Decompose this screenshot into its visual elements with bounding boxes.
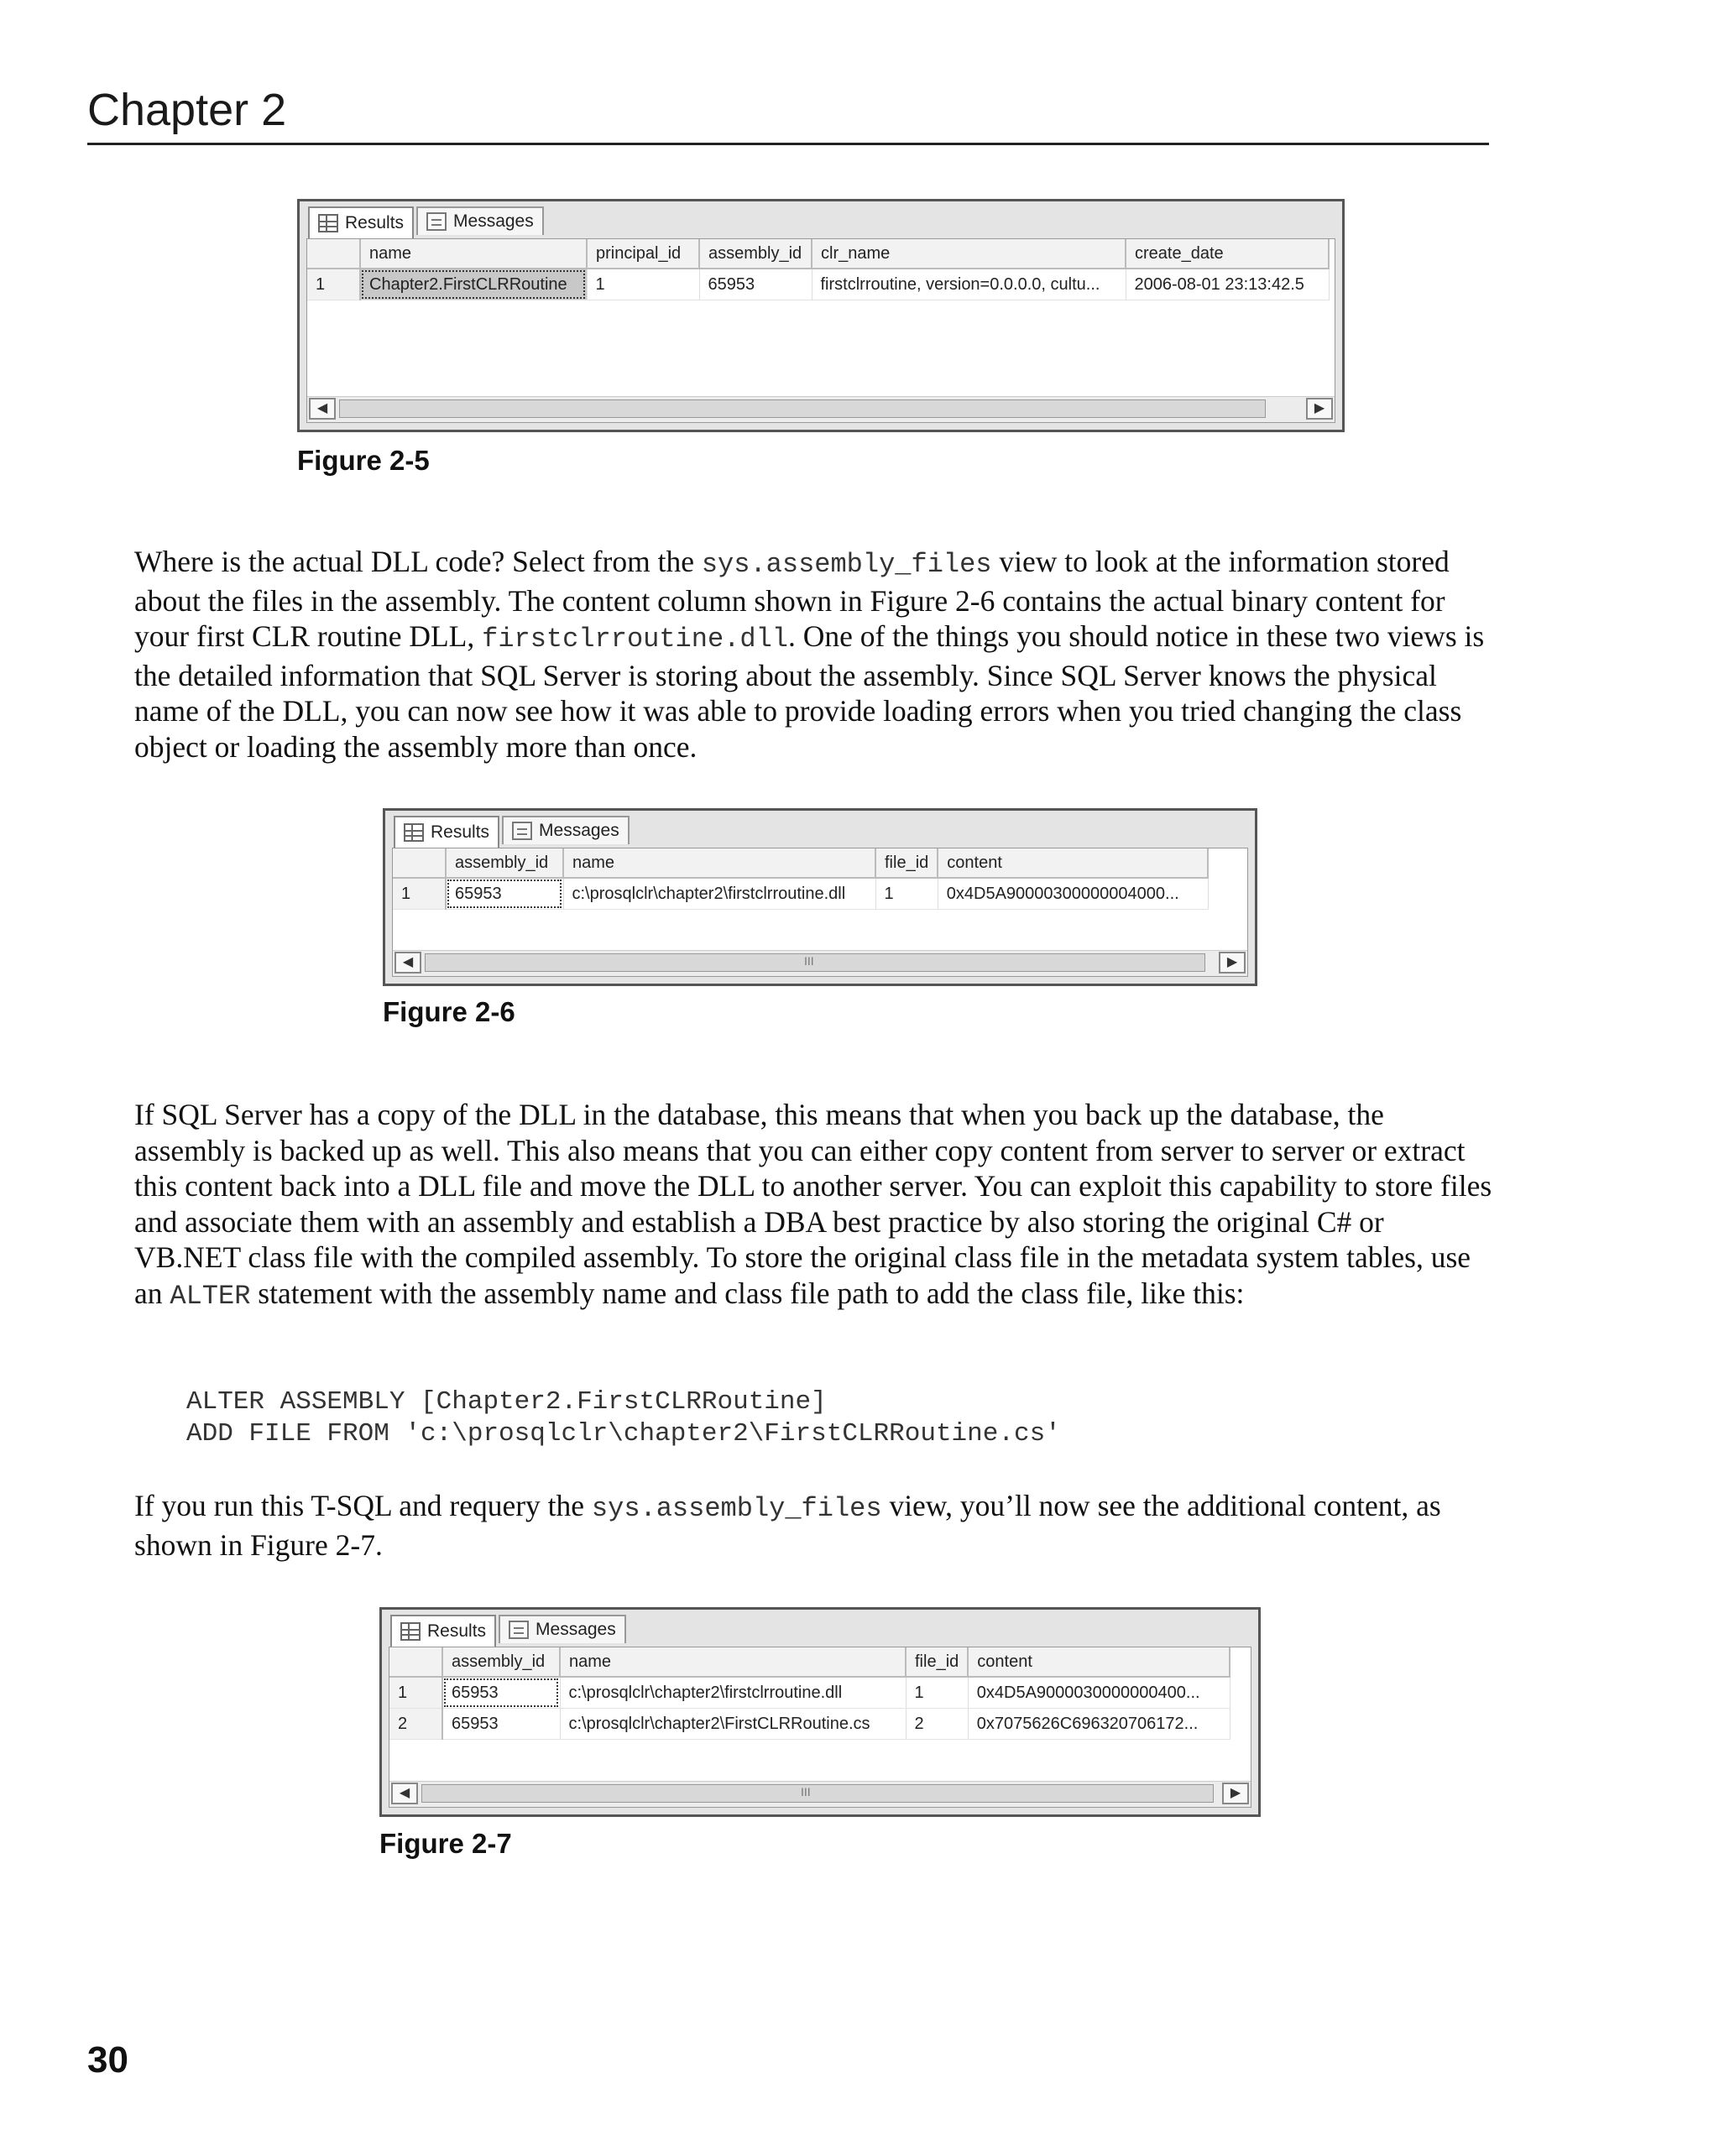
cell-clr-name[interactable]: firstclrroutine, version=0.0.0.0, cultu... — [812, 269, 1126, 300]
cell-content[interactable]: 0x4D5A9000030000000400... — [968, 1677, 1230, 1709]
paragraph-3-text-b: view, you’ll now see the additional content, as shown in Figure 2-7. — [134, 1489, 1441, 1562]
result-tabs — [308, 206, 546, 238]
column-header-assembly-id[interactable]: assembly_id — [699, 239, 812, 269]
cell-principal-id[interactable]: 1 — [587, 269, 699, 300]
tab-messages-label: Messages — [453, 211, 534, 231]
horizontal-scrollbar[interactable] — [393, 950, 1247, 976]
column-header-assembly-id[interactable]: assembly_id — [446, 848, 563, 878]
column-header-file-id[interactable]: file_id — [906, 1647, 968, 1677]
paragraph-3-text-a: If you run this T-SQL and requery the — [134, 1489, 592, 1522]
results-grid-figure-2-5 — [297, 199, 1345, 432]
code-block — [186, 1386, 1061, 1450]
paragraph-1-text-b: view to look at the information stored about the files in the assembly. The content column shown in Figure 2-6 contains the actual binary content for your first CLR routine DLL, — [134, 545, 1450, 654]
code-line-2: ADD FILE FROM 'c:\prosqlclr\chapter2\FirstCLRRoutine.cs' — [186, 1419, 1061, 1449]
row-number: 1 — [307, 269, 360, 300]
messages-icon — [512, 822, 532, 840]
scroll-grip: III — [804, 954, 814, 968]
column-header-file-id[interactable]: file_id — [875, 848, 938, 878]
column-header-rownum — [307, 239, 360, 269]
scroll-grip: III — [801, 1785, 811, 1798]
results-grid-figure-2-6 — [383, 808, 1257, 986]
cell-file-id[interactable]: 1 — [906, 1677, 968, 1709]
horizontal-scrollbar[interactable] — [389, 1781, 1251, 1807]
column-header-rownum — [389, 1647, 442, 1677]
result-tabs — [394, 816, 632, 848]
scroll-left-button[interactable]: ◀ — [309, 398, 336, 420]
paragraph-3 — [134, 1488, 1494, 1563]
cell-name[interactable]: c:\prosqlclr\chapter2\firstclrroutine.dll — [563, 878, 875, 910]
column-header-rownum — [393, 848, 446, 878]
scroll-thumb[interactable] — [421, 1784, 1214, 1803]
tab-results-label: Results — [431, 822, 490, 842]
figure-2-7-caption: Figure 2-7 — [379, 1828, 512, 1859]
tab-results[interactable] — [394, 816, 499, 848]
result-tabs — [390, 1615, 629, 1647]
page-number: 30 — [87, 2039, 128, 2080]
header-row — [307, 239, 1329, 269]
grid-icon — [400, 1622, 421, 1641]
cell-create-date[interactable]: 2006-08-01 23:13:42.5 — [1126, 269, 1329, 300]
results-table — [393, 848, 1209, 910]
tab-results-label: Results — [345, 213, 405, 232]
cell-name[interactable]: c:\prosqlclr\chapter2\FirstCLRRoutine.cs — [560, 1709, 906, 1740]
cell-assembly-id[interactable]: 65953 — [446, 878, 563, 910]
table-row[interactable] — [389, 1709, 1230, 1740]
tab-results[interactable] — [308, 206, 414, 238]
column-header-clr-name[interactable]: clr_name — [812, 239, 1126, 269]
cell-assembly-id[interactable]: 65953 — [442, 1677, 560, 1709]
paragraph-2-text-a: If SQL Server has a copy of the DLL in the database, this means that when you back up the database, the assembly is backed up as well. This also means that you can either copy content from server to server or extract this content back into a DLL file and move the DLL to another server. You can exploit this capability to store files and associate them with an assembly and establish a DBA best practice by also storing the original C# or VB.NET class file with the compiled assembly. To store the original class file in the metadata system tables, use an — [134, 1098, 1492, 1310]
paragraph-2-text-b: statement with the assembly name and class file path to add the class file, like this: — [250, 1276, 1245, 1310]
heading-rule — [87, 143, 1489, 145]
table-row[interactable] — [389, 1677, 1230, 1709]
chapter-heading: Chapter 2 — [87, 85, 287, 135]
row-number: 1 — [389, 1677, 442, 1709]
tab-messages[interactable] — [502, 816, 630, 844]
column-header-principal-id[interactable]: principal_id — [587, 239, 699, 269]
results-table — [389, 1647, 1230, 1740]
inline-code-alter: ALTER — [170, 1280, 251, 1312]
column-header-create-date[interactable]: create_date — [1126, 239, 1329, 269]
results-pane — [392, 848, 1248, 977]
cell-content[interactable]: 0x4D5A90000300000004000... — [938, 878, 1208, 910]
cell-file-id[interactable]: 2 — [906, 1709, 968, 1740]
inline-code-dll-name: firstclrroutine.dll — [482, 624, 788, 655]
messages-icon — [426, 212, 447, 231]
results-pane — [306, 238, 1335, 423]
paragraph-2 — [134, 1097, 1494, 1315]
tab-results-label: Results — [427, 1621, 487, 1641]
column-header-content[interactable]: content — [968, 1647, 1230, 1677]
scroll-right-button[interactable]: ▶ — [1222, 1783, 1249, 1804]
header-row — [389, 1647, 1230, 1677]
tab-messages[interactable] — [499, 1615, 626, 1643]
column-header-assembly-id[interactable]: assembly_id — [442, 1647, 560, 1677]
scroll-thumb[interactable] — [425, 953, 1205, 972]
messages-icon — [509, 1621, 529, 1639]
results-grid-figure-2-7 — [379, 1607, 1261, 1817]
results-table — [307, 239, 1330, 300]
scroll-thumb[interactable] — [339, 399, 1266, 418]
grid-icon — [318, 214, 338, 232]
scroll-left-button[interactable]: ◀ — [391, 1783, 418, 1804]
column-header-name[interactable]: name — [360, 239, 587, 269]
cell-name[interactable]: Chapter2.FirstCLRRoutine — [360, 269, 587, 300]
paragraph-1-text-c: . One of the things you should notice in these two views is the detailed information that SQL Server is storing about the assembly. Since SQL Server knows the physical name of the DLL, you can now see how it was able to provide loading errors when you tried changing the class object or loading the assembly more than once. — [134, 619, 1485, 764]
cell-file-id[interactable]: 1 — [875, 878, 938, 910]
column-header-content[interactable]: content — [938, 848, 1208, 878]
inline-code-sys-assembly-files: sys.assembly_files — [591, 1493, 882, 1524]
grid-icon — [404, 823, 424, 842]
column-header-name[interactable]: name — [563, 848, 875, 878]
paragraph-1 — [134, 544, 1494, 765]
header-row — [393, 848, 1208, 878]
tab-messages[interactable] — [416, 206, 544, 235]
figure-2-6-caption: Figure 2-6 — [383, 996, 515, 1027]
row-number: 2 — [389, 1709, 442, 1740]
code-line-1: ALTER ASSEMBLY [Chapter2.FirstCLRRoutine] — [186, 1387, 827, 1417]
scroll-left-button[interactable]: ◀ — [394, 952, 421, 974]
scroll-right-button[interactable]: ▶ — [1306, 398, 1333, 420]
cell-name[interactable]: c:\prosqlclr\chapter2\firstclrroutine.dll — [560, 1677, 906, 1709]
horizontal-scrollbar[interactable] — [307, 396, 1335, 422]
cell-assembly-id[interactable]: 65953 — [699, 269, 812, 300]
column-header-name[interactable]: name — [560, 1647, 906, 1677]
scroll-right-button[interactable]: ▶ — [1219, 952, 1246, 974]
table-row[interactable] — [393, 878, 1208, 910]
tab-messages-label: Messages — [539, 821, 619, 840]
tab-messages-label: Messages — [536, 1620, 616, 1639]
row-number: 1 — [393, 878, 446, 910]
tab-results[interactable] — [390, 1615, 496, 1647]
table-row[interactable] — [307, 269, 1329, 300]
figure-2-5-caption: Figure 2-5 — [297, 445, 430, 476]
paragraph-1-text-a: Where is the actual DLL code? Select from the — [134, 545, 702, 578]
results-pane — [389, 1647, 1251, 1808]
cell-content[interactable]: 0x7075626C696320706172... — [968, 1709, 1230, 1740]
cell-assembly-id[interactable]: 65953 — [442, 1709, 560, 1740]
inline-code-sys-assembly-files: sys.assembly_files — [701, 549, 992, 580]
